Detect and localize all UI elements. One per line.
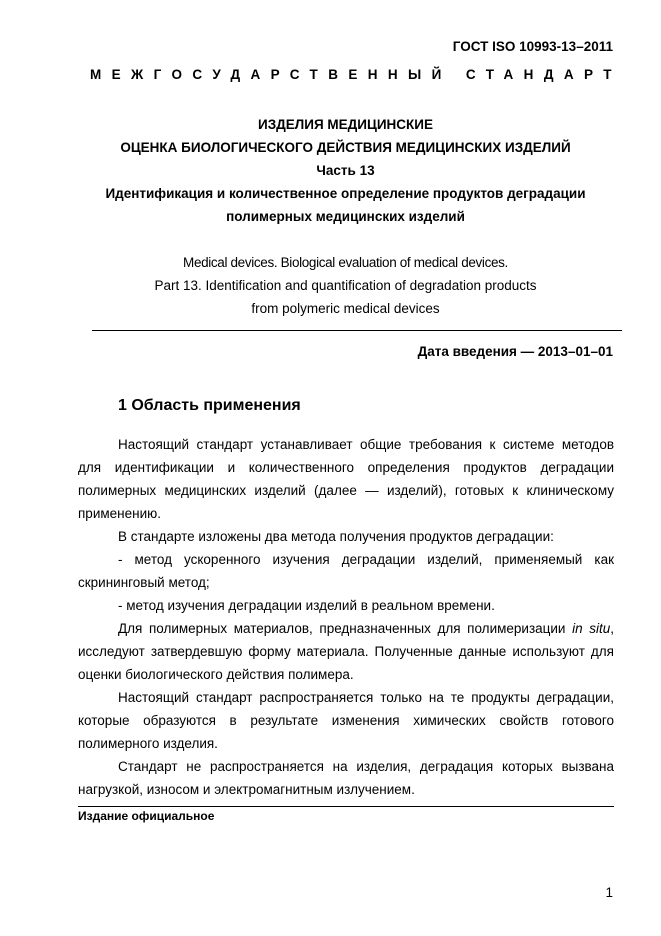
section-heading: 1 Область применения <box>118 397 301 414</box>
paragraph-3-part-1: Для полимерных материалов, предназначенных для полимеризации <box>118 621 573 636</box>
english-title-line-3: from polymeric medical devices <box>251 301 440 316</box>
paragraph-2: В стандарте изложены два метода получения продуктов деградации: <box>118 529 554 544</box>
title-line-5: полимерных медицинских изделий <box>226 209 465 224</box>
paragraph-3-part-2: , исследуют затвердевшую форму материала. Полученные данные используют для оценки биологического действия полимера. <box>78 621 614 682</box>
document-title <box>60 113 631 228</box>
title-line-4: Идентификация и количественное определение продуктов деградации <box>105 186 586 201</box>
in-situ-term: in situ <box>572 621 611 636</box>
list-item-2: - метод изучения деградации изделий в реальном времени. <box>118 598 495 613</box>
page-number: 1 <box>605 885 613 900</box>
english-title-line-1: Medical devices. Biological evaluation of medical devices. <box>183 255 508 270</box>
english-title <box>60 251 631 320</box>
list-item-1: - метод ускоренного изучения деградации изделий, применяемый как скрининговый метод; <box>78 552 614 590</box>
introduction-date: Дата введения — 2013–01–01 <box>417 344 613 359</box>
divider-bottom <box>78 806 614 807</box>
section-body <box>78 433 614 801</box>
title-line-3: Часть 13 <box>316 163 375 178</box>
title-line-2: ОЦЕНКА БИОЛОГИЧЕСКОГО ДЕЙСТВИЯ МЕДИЦИНСКИХ ИЗДЕЛИЙ <box>120 140 571 155</box>
paragraph-1: Настоящий стандарт устанавливает общие требования к системе методов для идентификации и количественного определения продуктов деградации полимерных медицинских изделий (далее — изделий), готовых к клиническому применению. <box>78 437 614 521</box>
official-edition: Издание официальное <box>78 809 215 823</box>
title-line-1: ИЗДЕЛИЯ МЕДИЦИНСКИЕ <box>258 117 433 132</box>
english-title-line-2: Part 13. Identification and quantification of degradation products <box>154 278 537 293</box>
paragraph-4: Настоящий стандарт распространяется только на те продукты деградации, которые образуются в результате изменения химических свойств готового полимерного изделия. <box>78 690 614 751</box>
standard-code: ГОСТ ISO 10993-13–2011 <box>452 39 613 54</box>
interstate-standard-label: МЕЖГОСУДАРСТВЕННЫЙ СТАНДАРТ <box>90 67 622 82</box>
paragraph-3 <box>78 617 614 686</box>
paragraph-5: Стандарт не распространяется на изделия, деградация которых вызвана нагрузкой, износом и электромагнитным излучением. <box>78 759 614 797</box>
divider-top <box>92 330 622 331</box>
